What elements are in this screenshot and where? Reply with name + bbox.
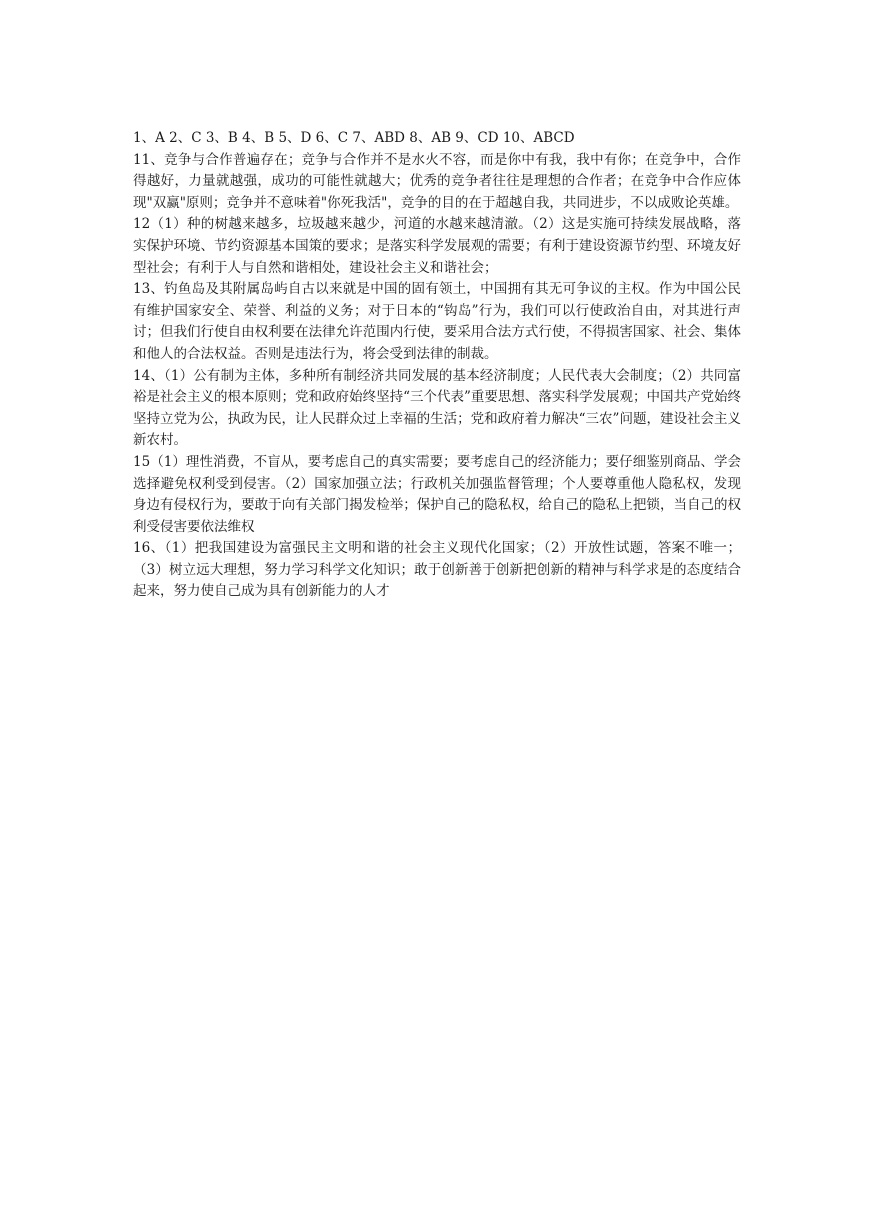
answer-12: 12（1）种的树越来越多，垃圾越来越少，河道的水越来越清澈。（2）这是实施可持续发展战略，落实保护环境、节约资源基本国策的要求；是落实科学发展观的需要；有利于建设资源节约型、环境友好型社会；有利于人与自然和谐相处，建设社会主义和谐社会； xyxy=(133,216,741,276)
answer-15: 15（1）理性消费，不盲从，要考虑自己的真实需要；要考虑自己的经济能力；要仔细鉴别商品、学会选择避免权利受到侵害。（2）国家加强立法；行政机关加强监督管理；个人要尊重他人隐私权，发现身边有侵权行为，要敢于向有关部门揭发检举；保护自己的隐私权，给自己的隐私上把锁，当自己的权利受侵害要依法维权 xyxy=(133,453,741,535)
answer-16: 16、（1）把我国建设为富强民主文明和谐的社会主义现代化国家；（2）开放性试题，答案不唯一；（3）树立远大理想，努力学习科学文化知识；敢于创新善于创新把创新的精神与科学求是的态度结合起来，努力使自己成为具有创新能力的人才 xyxy=(133,540,741,600)
answer-key-body xyxy=(133,128,741,603)
multiple-choice-answers: 1、A 2、C 3、B 4、B 5、D 6、C 7、ABD 8、AB 9、CD 10、ABCD xyxy=(133,130,575,146)
answer-14: 14、（1）公有制为主体，多种所有制经济共同发展的基本经济制度；人民代表大会制度；（2）共同富裕是社会主义的根本原则；党和政府始终坚持“三个代表”重要思想、落实科学发展观；中国共产党始终坚持立党为公，执政为民，让人民群众过上幸福的生活；党和政府着力解决“三农”问题，建设社会主义新农村。 xyxy=(133,367,741,449)
answer-11: 11、竞争与合作普遍存在；竞争与合作并不是水火不容，而是你中有我，我中有你；在竞争中，合作得越好，力量就越强，成功的可能性就越大；优秀的竞争者往往是理想的合作者；在竞争中合作应体现"双赢"原则；竞争并不意味着"你死我活"，竞争的目的在于超越自我，共同进步，不以成败论英雄。 xyxy=(133,151,741,211)
answer-13: 13、钓鱼岛及其附属岛屿自古以来就是中国的固有领土，中国拥有其无可争议的主权。作为中国公民有维护国家安全、荣誉、利益的义务；对于日本的“钩岛”行为，我们可以行使政治自由，对其进行声讨；但我们行使自由权利要在法律允许范围内行使，要采用合法方式行使，不得损害国家、社会、集体和他人的合法权益。否则是违法行为，将会受到法律的制裁。 xyxy=(133,281,741,362)
